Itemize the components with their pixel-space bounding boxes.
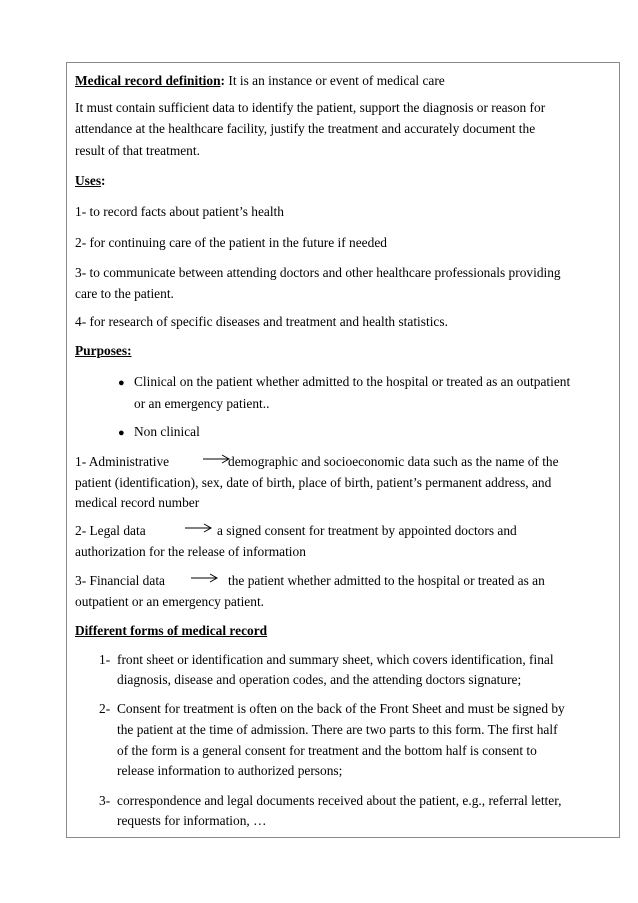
uses-heading-line: Uses: (75, 173, 106, 188)
uses-item: 4- for research of specific diseases and treatment and health statistics. (75, 314, 448, 329)
forms-item-text: Consent for treatment is often on the back of the Front Sheet and must be signed by (117, 701, 565, 716)
arrow-icon (185, 521, 213, 540)
financial-text: the patient whether admitted to the hospital or treated as an (228, 573, 545, 588)
administrative-text: demographic and socioeconomic data such as the name of the (228, 454, 559, 469)
forms-item-text: the patient at the time of admission. There are two parts to this form. The first half (117, 722, 558, 737)
uses-item-cont: care to the patient. (75, 286, 174, 301)
bullet-icon: ● (118, 427, 125, 439)
legal-text: authorization for the release of information (75, 544, 306, 559)
administrative-text: patient (identification), sex, date of birth, place of birth, patient’s permanent address, and (75, 475, 552, 490)
forms-item-text: release information to authorized persons; (117, 763, 343, 778)
arrow-icon (191, 571, 219, 590)
definition-para-line: attendance at the healthcare facility, justify the treatment and accurately document the (75, 121, 536, 136)
legal-label: 2- Legal data (75, 523, 146, 538)
definition-para-line: result of that treatment. (75, 143, 200, 158)
administrative-label: 1- Administrative (75, 454, 170, 469)
purpose-bullet: Non clinical (134, 424, 200, 439)
definition-text: It is an instance or event of medical care (225, 73, 445, 88)
uses-heading: Uses (75, 173, 102, 188)
forms-item-number: 2- (99, 701, 111, 716)
arrow-icon (203, 452, 231, 471)
bullet-icon: ● (118, 377, 125, 389)
uses-item: 3- to communicate between attending doctors and other healthcare professionals providing (75, 265, 561, 280)
forms-item-text: requests for information, … (117, 813, 267, 828)
uses-item: 1- to record facts about patient’s health (75, 204, 284, 219)
forms-item-text: of the form is a general consent for treatment and the bottom half is consent to (117, 743, 537, 758)
forms-item-number: 1- (99, 652, 111, 667)
purposes-heading: Purposes: (75, 343, 132, 358)
definition-heading: Medical record definition (75, 73, 221, 88)
forms-item-text: correspondence and legal documents received about the patient, e.g., referral letter, (117, 793, 562, 808)
definition-line: Medical record definition: It is an instance or event of medical care (75, 73, 445, 88)
financial-text: outpatient or an emergency patient. (75, 594, 265, 609)
administrative-text: medical record number (75, 495, 200, 510)
definition-para-line: It must contain sufficient data to identify the patient, support the diagnosis or reason for (75, 100, 546, 115)
forms-item-number: 3- (99, 793, 111, 808)
forms-item-text: front sheet or identification and summary sheet, which covers identification, final (117, 652, 554, 667)
purpose-bullet: Clinical on the patient whether admitted to the hospital or treated as an outpatient (134, 374, 571, 389)
uses-item: 2- for continuing care of the patient in the future if needed (75, 235, 387, 250)
forms-heading: Different forms of medical record (75, 623, 268, 638)
legal-text: a signed consent for treatment by appointed doctors and (217, 523, 517, 538)
forms-item-text: diagnosis, disease and operation codes, and the attending doctors signature; (117, 672, 522, 687)
financial-label: 3- Financial data (75, 573, 165, 588)
purpose-bullet-cont: or an emergency patient.. (134, 396, 270, 411)
